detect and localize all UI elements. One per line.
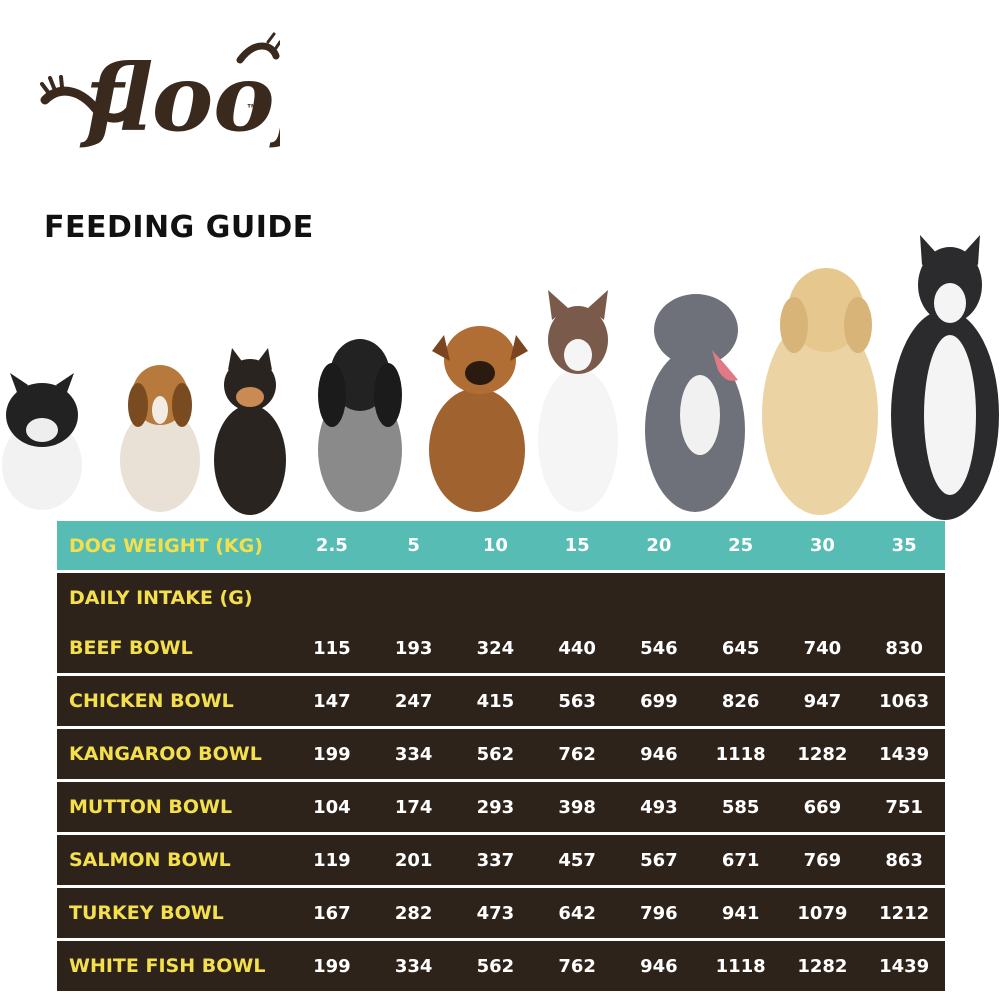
table-cell: 1118 bbox=[715, 955, 766, 977]
dog-lineup-photo bbox=[0, 225, 1000, 525]
weight-cell: 15 bbox=[564, 535, 590, 556]
table-cell: 174 bbox=[394, 796, 433, 818]
table-row bbox=[57, 729, 945, 779]
row-label: TURKEY BOWL bbox=[69, 902, 224, 924]
table-cell: 1212 bbox=[879, 902, 930, 924]
table-cell: 796 bbox=[640, 902, 678, 924]
table-cell: 199 bbox=[313, 743, 351, 765]
table-cell: 247 bbox=[394, 690, 433, 712]
table-cell: 826 bbox=[721, 690, 760, 712]
table-cell: 493 bbox=[640, 796, 678, 818]
table-cell: 546 bbox=[640, 637, 678, 659]
svg-text:floof: floo bbox=[85, 44, 275, 152]
table-cell: 946 bbox=[640, 743, 678, 765]
table-row-block bbox=[57, 835, 945, 885]
row-label: MUTTON BOWL bbox=[69, 796, 233, 818]
table-cell: 293 bbox=[476, 796, 515, 818]
table-row bbox=[57, 941, 945, 991]
floof-logo-mark bbox=[40, 30, 280, 160]
table-cell: 119 bbox=[313, 849, 351, 871]
puppy-image bbox=[429, 326, 528, 512]
floof-logo bbox=[40, 30, 280, 160]
intake-label: DAILY INTAKE (G) bbox=[69, 587, 253, 609]
table-cell: 398 bbox=[558, 796, 596, 818]
table-row bbox=[57, 888, 945, 938]
table-cell: 199 bbox=[313, 955, 351, 977]
table-cell: 946 bbox=[640, 955, 678, 977]
intake-block bbox=[57, 573, 945, 673]
table-cell: 751 bbox=[885, 796, 923, 818]
table-cell: 699 bbox=[640, 690, 678, 712]
table-row bbox=[57, 782, 945, 832]
table-row bbox=[57, 676, 945, 726]
table-cell: 947 bbox=[803, 690, 842, 712]
row-label: WHITE FISH BOWL bbox=[69, 955, 266, 977]
row-label: BEEF BOWL bbox=[69, 637, 193, 659]
weight-cell: 30 bbox=[809, 535, 835, 556]
table-cell: 1282 bbox=[797, 955, 848, 977]
golden-retriever-image bbox=[762, 268, 878, 515]
table-row-block bbox=[57, 782, 945, 832]
husky-image bbox=[891, 235, 999, 520]
table-row bbox=[57, 623, 945, 673]
table-cell: 645 bbox=[721, 637, 760, 659]
table-cell: 457 bbox=[558, 849, 596, 871]
table-cell: 567 bbox=[640, 849, 678, 871]
table-cell: 115 bbox=[313, 637, 351, 659]
trademark: ™ bbox=[246, 102, 258, 116]
weight-cell: 35 bbox=[891, 535, 917, 556]
table-cell: 562 bbox=[476, 955, 515, 977]
table-cell: 863 bbox=[885, 849, 923, 871]
intake-label-row bbox=[57, 573, 945, 623]
table-row-block bbox=[57, 676, 945, 726]
table-cell: 642 bbox=[558, 902, 596, 924]
table-cell: 762 bbox=[558, 743, 596, 765]
table-cell: 563 bbox=[558, 690, 596, 712]
table-row-block bbox=[57, 729, 945, 779]
table-cell: 282 bbox=[394, 902, 433, 924]
table-cell: 830 bbox=[885, 637, 923, 659]
table-cell: 1439 bbox=[879, 955, 930, 977]
table-cell: 167 bbox=[313, 902, 351, 924]
dog-lineup-illustration bbox=[0, 225, 1000, 525]
table-row-block bbox=[57, 941, 945, 991]
shiba-image bbox=[214, 348, 286, 515]
spaniel-image bbox=[318, 339, 402, 512]
table-cell: 1282 bbox=[797, 743, 848, 765]
table-cell: 337 bbox=[476, 849, 515, 871]
weight-cell: 20 bbox=[646, 535, 672, 556]
table-cell: 440 bbox=[558, 637, 596, 659]
weight-cell: 10 bbox=[482, 535, 508, 556]
table-cell: 669 bbox=[803, 796, 842, 818]
staffordshire-image bbox=[645, 294, 745, 512]
table-cell: 740 bbox=[803, 637, 842, 659]
table-cell: 334 bbox=[394, 743, 433, 765]
table-cell: 671 bbox=[721, 849, 760, 871]
beagle-image bbox=[120, 365, 200, 512]
row-label: CHICKEN BOWL bbox=[69, 690, 234, 712]
table-cell: 147 bbox=[313, 690, 351, 712]
table-cell: 941 bbox=[721, 902, 760, 924]
weight-cell: 25 bbox=[728, 535, 754, 556]
table-cell: 1063 bbox=[879, 690, 930, 712]
table-cell: 324 bbox=[476, 637, 515, 659]
table-cell: 585 bbox=[721, 796, 760, 818]
weight-cell: 5 bbox=[407, 535, 420, 556]
table-cell: 562 bbox=[476, 743, 515, 765]
table-row bbox=[57, 835, 945, 885]
table-cell: 1079 bbox=[797, 902, 848, 924]
row-label: SALMON BOWL bbox=[69, 849, 231, 871]
table-cell: 415 bbox=[476, 690, 515, 712]
table-cell: 762 bbox=[558, 955, 596, 977]
row-label: KANGAROO BOWL bbox=[69, 743, 262, 765]
page-title: FEEDING GUIDE bbox=[44, 210, 314, 245]
weight-header-row bbox=[57, 521, 945, 570]
table-cell: 193 bbox=[394, 637, 433, 659]
husky-puppy-image bbox=[538, 290, 618, 512]
table-cell: 104 bbox=[313, 796, 351, 818]
table-row-block bbox=[57, 888, 945, 938]
table-cell: 769 bbox=[803, 849, 842, 871]
table-cell: 1118 bbox=[715, 743, 766, 765]
weight-cell: 2.5 bbox=[315, 535, 348, 556]
weight-label: DOG WEIGHT (KG) bbox=[69, 534, 263, 557]
feeding-table bbox=[57, 521, 945, 991]
table-cell: 1439 bbox=[879, 743, 930, 765]
table-cell: 201 bbox=[394, 849, 433, 871]
table-cell: 334 bbox=[394, 955, 433, 977]
table-cell: 473 bbox=[476, 902, 515, 924]
french-bulldog-image bbox=[2, 373, 82, 510]
